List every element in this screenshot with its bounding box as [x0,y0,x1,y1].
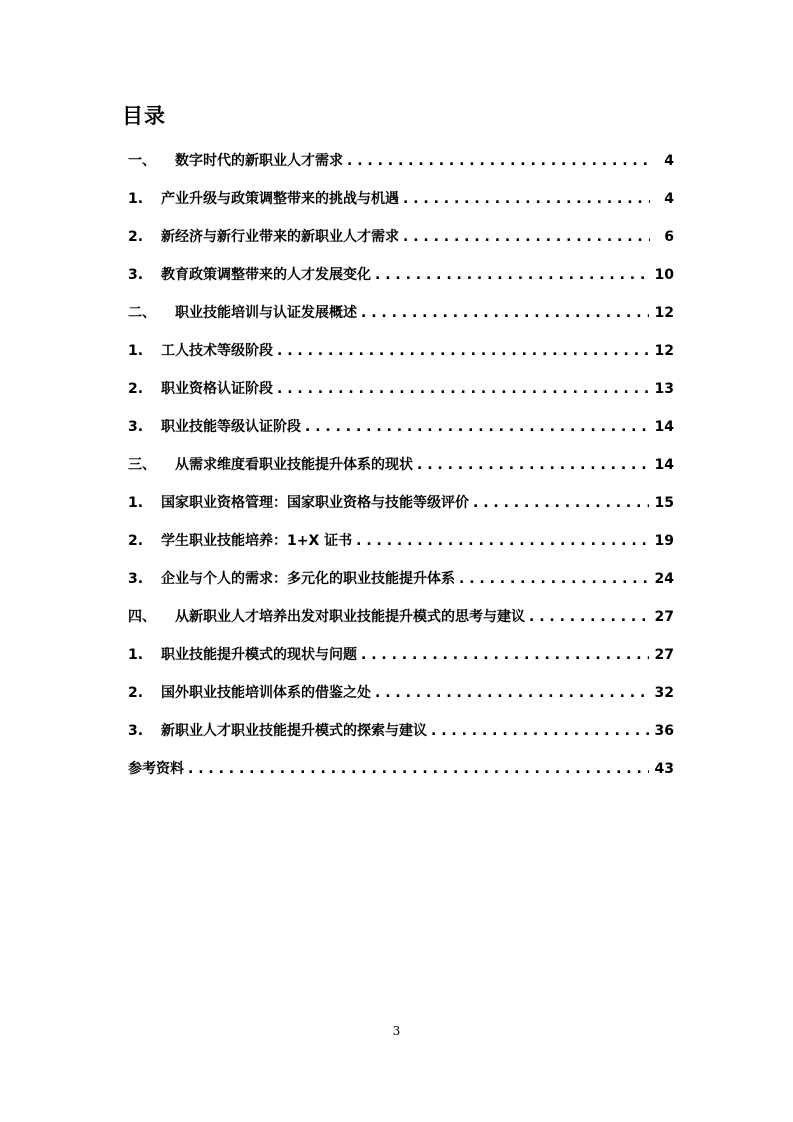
toc-entry-page: 13 [654,381,674,397]
toc-entry-page: 6 [664,229,674,245]
toc-entry[interactable] [128,188,674,226]
toc-entry-page: 10 [654,267,674,283]
toc-entry-number: 2. [128,685,144,701]
toc-entry[interactable] [128,454,674,492]
toc-entry-page: 15 [654,495,674,511]
toc-entry-page: 4 [664,191,674,207]
toc-dot-leader [529,609,649,625]
toc-entry-page: 27 [654,609,674,625]
toc-entry-number: 二、 [128,305,156,321]
toc-entry-page: 27 [654,647,674,663]
toc-entry-page: 36 [654,723,674,739]
toc-dot-leader [403,191,650,207]
toc-entry[interactable] [128,150,674,188]
toc-entry[interactable] [128,264,674,302]
toc-entry-title: 企业与个人的需求：多元化的职业技能提升体系 [161,571,455,587]
toc-entry[interactable] [128,606,674,644]
toc-dot-leader [417,457,649,473]
toc-entry-number: 2. [128,229,144,245]
toc-entry-number: 3. [128,723,144,739]
toc-entry-page: 32 [654,685,674,701]
toc-dot-leader [375,685,649,701]
toc-entry-number: 3. [128,419,144,435]
toc-entry-title: 学生职业技能培养：1+X 证书 [161,533,353,549]
toc-entry-title: 教育政策调整带来的人才发展变化 [161,267,371,283]
toc-entry-number: 1. [128,343,144,359]
toc-title: 目录 [122,104,166,128]
toc-entry[interactable] [128,492,674,530]
toc-entry-page: 12 [654,305,674,321]
toc-entry[interactable] [128,530,674,568]
toc-dot-leader [431,723,649,739]
toc-entry-title: 国外职业技能培训体系的借鉴之处 [161,685,371,701]
page-number: 3 [392,1024,401,1038]
toc-entry[interactable] [128,340,674,378]
toc-entry-page: 43 [654,761,674,777]
toc-entry[interactable] [128,568,674,606]
toc-entry-number: 3. [128,267,144,283]
toc-dot-leader [403,229,650,245]
toc-entry[interactable] [128,720,674,758]
toc-entry[interactable] [128,378,674,416]
toc-entry[interactable] [128,302,674,340]
toc-entry-number: 2. [128,381,144,397]
toc-entry-title: 职业技能等级认证阶段 [161,419,301,435]
table-of-contents [128,150,674,796]
toc-entry-page: 4 [664,153,674,169]
toc-entry-title: 工人技术等级阶段 [161,343,273,359]
toc-entry-number: 四、 [128,609,156,625]
toc-entry[interactable] [128,416,674,454]
toc-dot-leader [361,305,649,321]
toc-entry-number: 1. [128,495,144,511]
toc-entry-number: 三、 [128,457,156,473]
toc-entry-title: 新经济与新行业带来的新职业人才需求 [161,229,399,245]
toc-dot-leader [277,381,649,397]
toc-entry-page: 19 [654,533,674,549]
toc-entry-number: 2. [128,533,144,549]
toc-entry-title: 产业升级与政策调整带来的挑战与机遇 [161,191,399,207]
toc-entry-title: 从新职业人才培养出发对职业技能提升模式的思考与建议 [175,609,525,625]
toc-dot-leader [361,647,649,663]
toc-dot-leader [473,495,649,511]
toc-entry-title: 职业技能提升模式的现状与问题 [161,647,357,663]
toc-entry-title: 国家职业资格管理：国家职业资格与技能等级评价 [161,495,469,511]
toc-entry-title: 新职业人才职业技能提升模式的探索与建议 [161,723,427,739]
toc-dot-leader [356,533,648,549]
toc-entry-page: 24 [654,571,674,587]
toc-entry-title: 职业资格认证阶段 [161,381,273,397]
toc-dot-leader [347,153,650,169]
toc-entry-title: 参考资料 [128,761,184,777]
toc-entry[interactable] [128,226,674,264]
toc-entry-title: 从需求维度看职业技能提升体系的现状 [175,457,413,473]
toc-entry[interactable] [128,644,674,682]
toc-entry-number: 一、 [128,153,156,169]
toc-entry-number: 1. [128,647,144,663]
toc-dot-leader [375,267,649,283]
toc-entry-title: 数字时代的新职业人才需求 [175,153,343,169]
toc-entry-number: 1. [128,191,144,207]
toc-entry-page: 14 [654,457,674,473]
toc-dot-leader [459,571,649,587]
toc-dot-leader [305,419,649,435]
toc-entry[interactable] [128,758,674,796]
toc-entry-page: 14 [654,419,674,435]
toc-entry-number: 3. [128,571,144,587]
toc-entry-page: 12 [654,343,674,359]
toc-entry-title: 职业技能培训与认证发展概述 [175,305,357,321]
toc-dot-leader [277,343,649,359]
toc-dot-leader [188,761,649,777]
toc-entry[interactable] [128,682,674,720]
